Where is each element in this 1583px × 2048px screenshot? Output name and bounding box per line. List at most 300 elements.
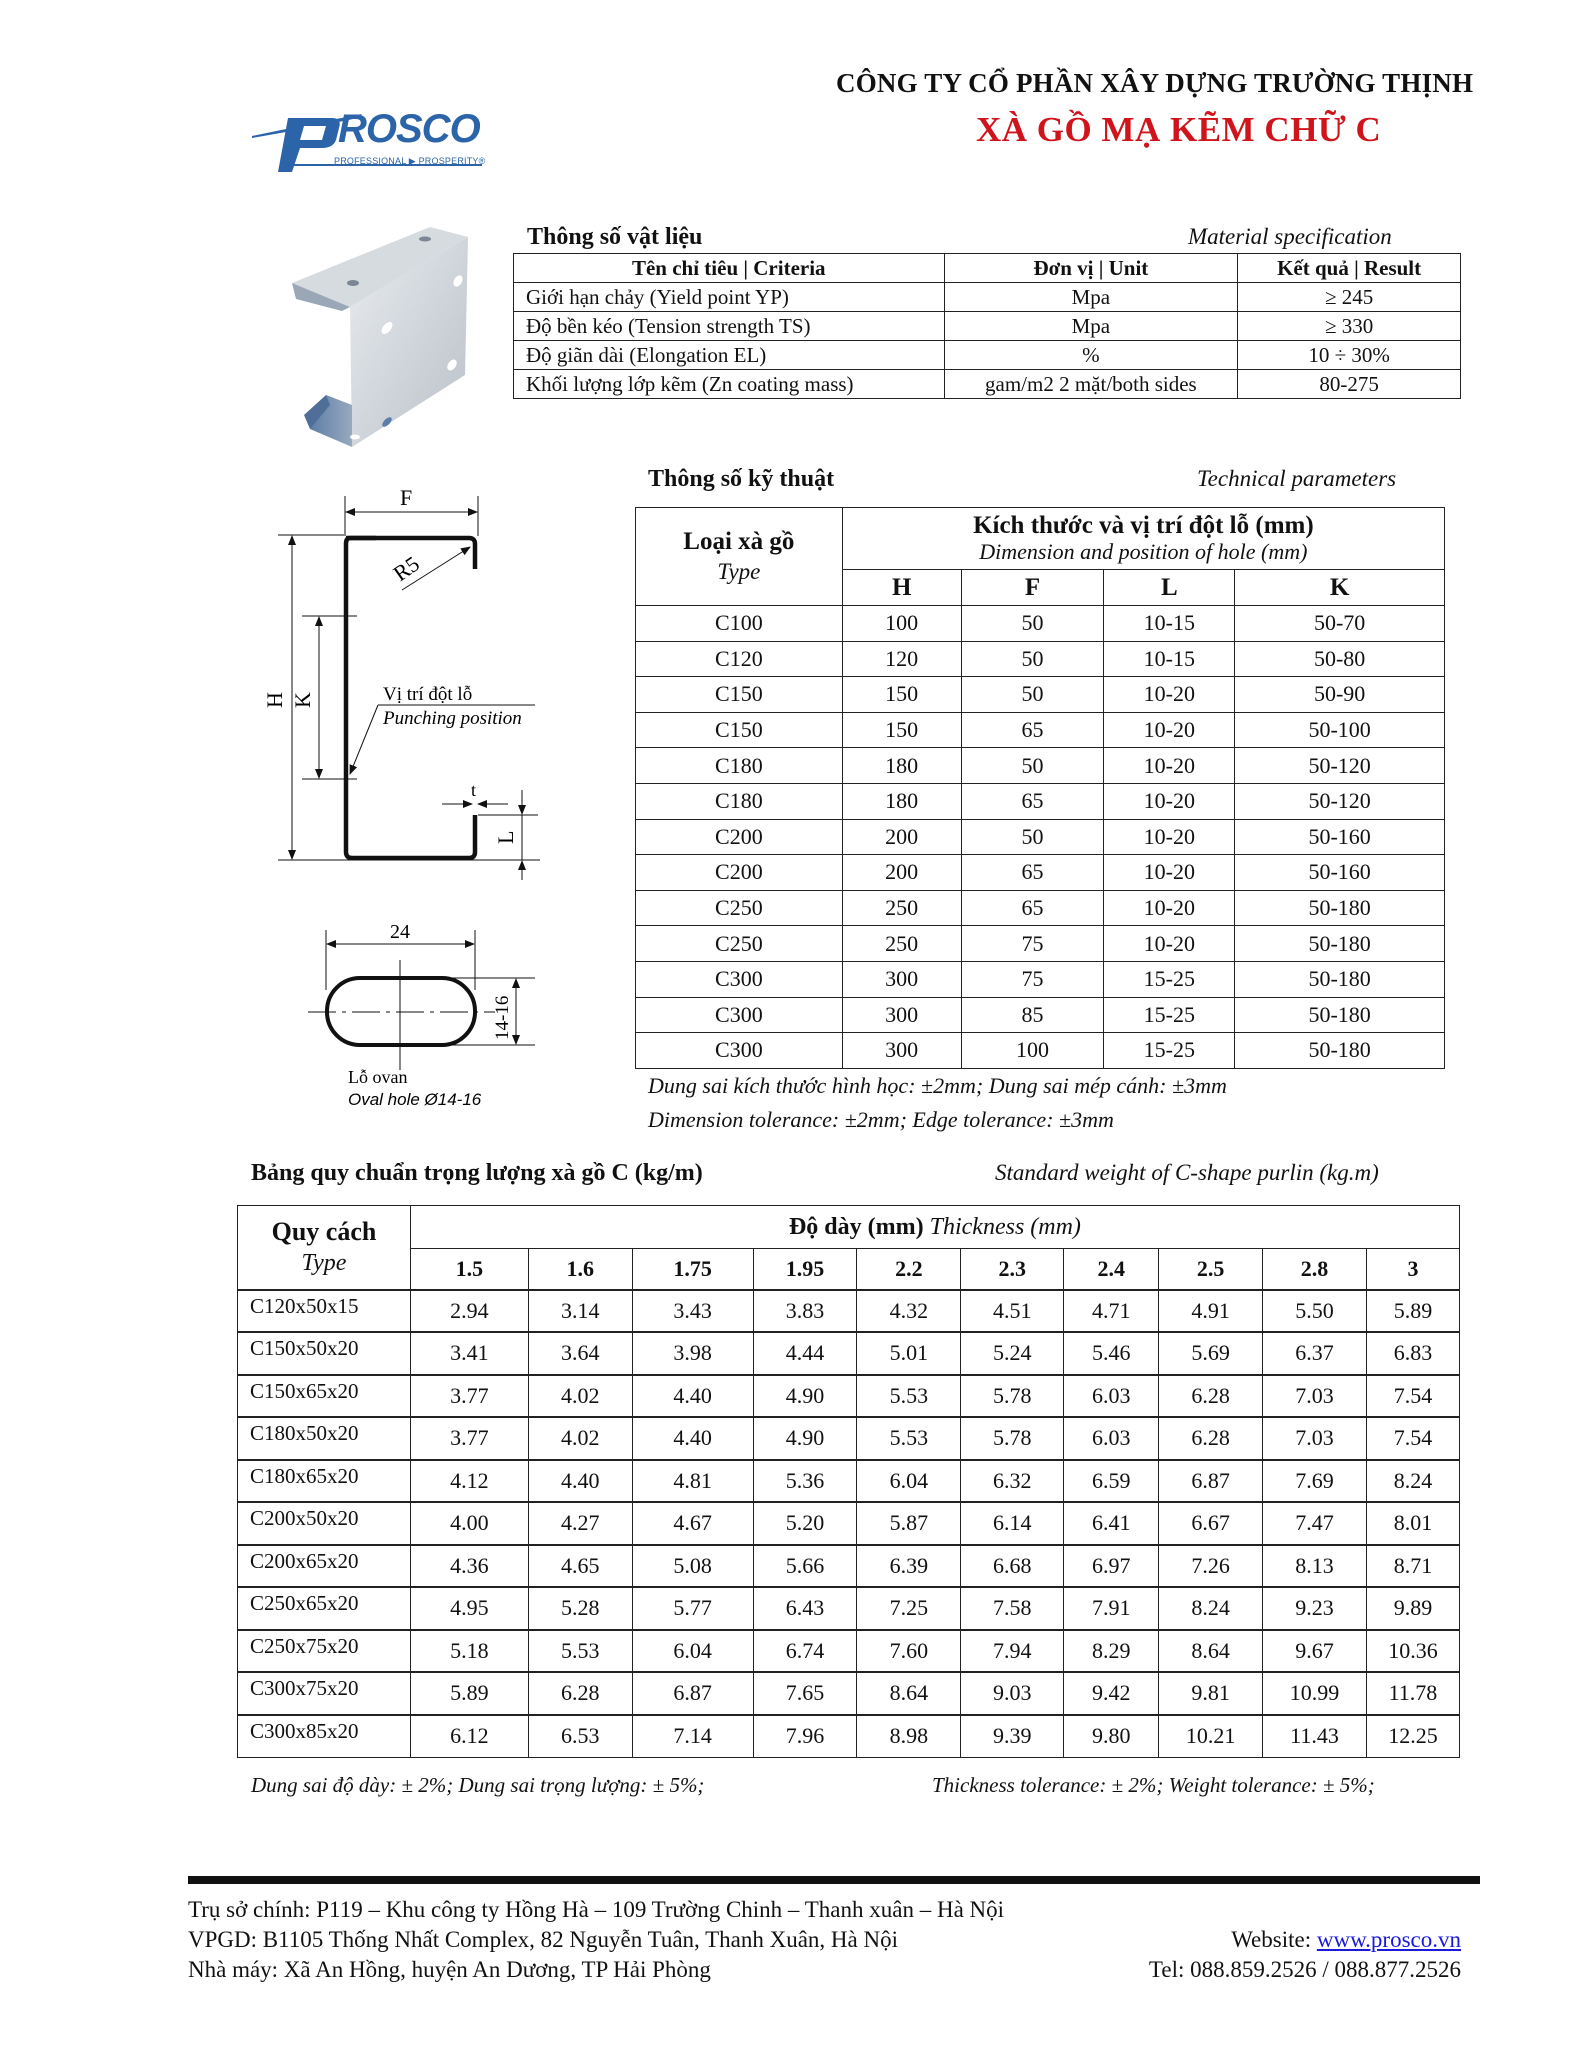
weight-cell: 7.14 <box>632 1715 753 1758</box>
weight-row <box>238 1502 1460 1545</box>
weight-cell: 8.24 <box>1366 1460 1459 1503</box>
weight-row <box>238 1332 1460 1375</box>
spec-cell: C150x65x20 <box>238 1375 411 1418</box>
weight-cell: 10.21 <box>1159 1715 1263 1758</box>
weight-cell: 3.41 <box>410 1332 528 1375</box>
weight-cell: 5.28 <box>528 1587 632 1630</box>
weight-cell: 6.04 <box>857 1460 961 1503</box>
svg-text:K: K <box>290 692 315 708</box>
thickness-col: 2.4 <box>1064 1249 1159 1290</box>
tech-row <box>636 1033 1445 1069</box>
material-row <box>514 312 1461 341</box>
purlin-type-cell: C300 <box>636 997 843 1033</box>
dimension-cell: 50-180 <box>1235 1033 1445 1069</box>
weight-cell: 7.03 <box>1263 1417 1367 1460</box>
dimension-cell: 150 <box>842 712 961 748</box>
dimension-group-header <box>842 508 1444 570</box>
weight-cell: 3.98 <box>632 1332 753 1375</box>
dimension-header-en: Dimension and position of hole (mm) <box>979 538 1308 564</box>
weight-cell: 4.91 <box>1159 1290 1263 1333</box>
weight-cell: 6.74 <box>753 1630 857 1673</box>
dimension-cell: 100 <box>961 1033 1104 1069</box>
thickness-group-header <box>410 1206 1459 1249</box>
prosco-logo <box>250 107 500 180</box>
dimension-cell: 50-100 <box>1235 712 1445 748</box>
col-H: H <box>842 570 961 606</box>
dimension-cell: 180 <box>842 748 961 784</box>
weight-cell: 4.40 <box>528 1460 632 1503</box>
footer-tel: Tel: 088.859.2526 / 088.877.2526 <box>1148 1957 1461 1982</box>
tech-row <box>636 606 1445 642</box>
dimension-cell: 250 <box>842 926 961 962</box>
dimension-cell: 75 <box>961 961 1104 997</box>
purlin-type-cell: C300 <box>636 961 843 997</box>
thickness-header-vi: Độ dày (mm) <box>788 1213 924 1240</box>
weight-cell: 9.67 <box>1263 1630 1367 1673</box>
company-name: CÔNG TY CỔ PHẦN XÂY DỰNG TRƯỜNG THỊNH <box>836 68 1474 98</box>
weight-cell: 5.53 <box>528 1630 632 1673</box>
weight-cell: 6.03 <box>1064 1417 1159 1460</box>
weight-cell: 7.96 <box>753 1715 857 1758</box>
tech-row <box>636 961 1445 997</box>
weight-row <box>238 1715 1460 1758</box>
weight-row <box>238 1587 1460 1630</box>
dimension-cell: 50-180 <box>1235 961 1445 997</box>
spec-cell: C180x65x20 <box>238 1460 411 1503</box>
tech-row <box>636 926 1445 962</box>
dimension-cell: 50 <box>961 819 1104 855</box>
weight-cell: 5.87 <box>857 1502 961 1545</box>
weight-cell: 4.90 <box>753 1375 857 1418</box>
weight-cell: 6.67 <box>1159 1502 1263 1545</box>
svg-text:t: t <box>471 780 477 800</box>
footer-divider <box>188 1876 1480 1884</box>
weight-cell: 9.23 <box>1263 1587 1367 1630</box>
col-result: Kết quả | Result <box>1238 254 1461 283</box>
dimension-cell: 300 <box>842 997 961 1033</box>
type-header-en: Type <box>717 558 761 584</box>
weight-cell: 9.89 <box>1366 1587 1459 1630</box>
tech-row <box>636 819 1445 855</box>
purlin-type-cell: C200 <box>636 855 843 891</box>
svg-text:Lỗ ovan: Lỗ ovan <box>348 1067 408 1087</box>
purlin-type-cell: C300 <box>636 1033 843 1069</box>
weight-tolerance-vi: Dung sai độ dày: ± 2%; Dung sai trọng lượng: ± 5%; <box>251 1773 705 1797</box>
svg-text:Oval hole Ø14-16: Oval hole Ø14-16 <box>348 1090 482 1109</box>
dimension-cell: 10-20 <box>1104 748 1235 784</box>
weight-cell: 6.12 <box>410 1715 528 1758</box>
weight-cell: 7.54 <box>1366 1375 1459 1418</box>
col-K: K <box>1235 570 1445 606</box>
weight-cell: 6.28 <box>1159 1417 1263 1460</box>
weight-cell: 5.77 <box>632 1587 753 1630</box>
weight-cell: 8.64 <box>1159 1630 1263 1673</box>
footer-website <box>1231 1927 1461 1953</box>
dimension-cell: 15-25 <box>1104 1033 1235 1069</box>
dimension-cell: 250 <box>842 890 961 926</box>
weight-cell: 7.91 <box>1064 1587 1159 1630</box>
weight-cell: 4.40 <box>632 1417 753 1460</box>
weight-cell: 4.67 <box>632 1502 753 1545</box>
c-purlin-section-diagram <box>250 470 550 1130</box>
weight-cell: 6.87 <box>1159 1460 1263 1503</box>
weight-cell: 2.94 <box>410 1290 528 1333</box>
thickness-col: 3 <box>1366 1249 1459 1290</box>
dimension-cell: 10-20 <box>1104 855 1235 891</box>
tech-header-row <box>636 508 1445 570</box>
weight-cell: 4.51 <box>961 1290 1064 1333</box>
weight-row <box>238 1460 1460 1503</box>
weight-cell: 8.71 <box>1366 1545 1459 1588</box>
tech-row <box>636 677 1445 713</box>
purlin-type-cell: C120 <box>636 641 843 677</box>
spec-cell: C150x50x20 <box>238 1332 411 1375</box>
weight-cell: 8.64 <box>857 1672 961 1715</box>
svg-text:H: H <box>262 692 287 708</box>
svg-text:F: F <box>400 485 413 510</box>
weight-cell: 9.03 <box>961 1672 1064 1715</box>
weight-cell: 6.41 <box>1064 1502 1159 1545</box>
result-cell: 80-275 <box>1238 370 1461 399</box>
weight-cell: 5.18 <box>410 1630 528 1673</box>
tech-row <box>636 855 1445 891</box>
tech-body <box>636 606 1445 1069</box>
dimension-cell: 120 <box>842 641 961 677</box>
footer-transaction-office: VPGD: B1105 Thống Nhất Complex, 82 Nguyễn Tuân, Thanh Xuân, Hà Nội <box>188 1927 899 1952</box>
weight-cell: 4.71 <box>1064 1290 1159 1333</box>
dimension-cell: 10-15 <box>1104 641 1235 677</box>
weight-cell: 6.37 <box>1263 1332 1367 1375</box>
weight-row <box>238 1375 1460 1418</box>
dimension-cell: 200 <box>842 819 961 855</box>
svg-text:R5: R5 <box>388 550 424 587</box>
weight-cell: 7.47 <box>1263 1502 1367 1545</box>
weight-cell: 5.53 <box>857 1375 961 1418</box>
material-row <box>514 341 1461 370</box>
weight-cell: 7.03 <box>1263 1375 1367 1418</box>
svg-text:Punching position: Punching position <box>383 708 522 729</box>
weight-cell: 3.77 <box>410 1417 528 1460</box>
unit-cell: Mpa <box>944 283 1238 312</box>
weight-cell: 4.65 <box>528 1545 632 1588</box>
spec-cell: C250x75x20 <box>238 1630 411 1673</box>
dimension-cell: 50 <box>961 748 1104 784</box>
weight-cell: 7.94 <box>961 1630 1064 1673</box>
weight-row <box>238 1672 1460 1715</box>
weight-cell: 7.58 <box>961 1587 1064 1630</box>
dimension-cell: 50 <box>961 606 1104 642</box>
weight-cell: 4.02 <box>528 1417 632 1460</box>
dimension-cell: 50-160 <box>1235 819 1445 855</box>
col-L: L <box>1104 570 1235 606</box>
dimension-cell: 10-20 <box>1104 819 1235 855</box>
weight-cell: 5.20 <box>753 1502 857 1545</box>
dimension-header-vi: Kích thước và vị trí đột lỗ (mm) <box>973 511 1314 539</box>
dimension-cell: 150 <box>842 677 961 713</box>
weight-body <box>238 1290 1460 1758</box>
spec-cell: C120x50x15 <box>238 1290 411 1333</box>
weight-row <box>238 1417 1460 1460</box>
col-criteria: Tên chỉ tiêu | Criteria <box>514 254 945 283</box>
dimension-cell: 10-20 <box>1104 890 1235 926</box>
spec-header <box>238 1206 411 1290</box>
weight-cell: 7.69 <box>1263 1460 1367 1503</box>
weight-cell: 6.83 <box>1366 1332 1459 1375</box>
weight-cell: 6.68 <box>961 1545 1064 1588</box>
dimension-cell: 50-80 <box>1235 641 1445 677</box>
dimension-cell: 10-20 <box>1104 677 1235 713</box>
tech-row <box>636 783 1445 819</box>
weight-cell: 8.98 <box>857 1715 961 1758</box>
criteria-cell: Khối lượng lớp kẽm (Zn coating mass) <box>514 370 945 399</box>
website-label: Website: <box>1231 1927 1317 1952</box>
weight-cell: 7.65 <box>753 1672 857 1715</box>
svg-text:Vị trí đột lỗ: Vị trí đột lỗ <box>383 684 473 705</box>
dimension-cell: 50-70 <box>1235 606 1445 642</box>
logo-brand-text: ROSCO <box>338 107 480 151</box>
tech-row <box>636 890 1445 926</box>
weight-cell: 5.78 <box>961 1417 1064 1460</box>
weight-cell: 5.24 <box>961 1332 1064 1375</box>
weight-cell: 6.14 <box>961 1502 1064 1545</box>
weight-cell: 4.95 <box>410 1587 528 1630</box>
weight-cell: 6.39 <box>857 1545 961 1588</box>
tech-row <box>636 748 1445 784</box>
thickness-header-en: Thickness (mm) <box>929 1213 1081 1240</box>
purlin-type-cell: C180 <box>636 783 843 819</box>
technical-subtitle: Technical parameters <box>1197 466 1397 491</box>
weight-cell: 6.53 <box>528 1715 632 1758</box>
weight-table-subtitle: Standard weight of C-shape purlin (kg.m) <box>995 1160 1379 1185</box>
weight-cell: 8.13 <box>1263 1545 1367 1588</box>
dimension-cell: 50-90 <box>1235 677 1445 713</box>
material-spec-table <box>513 253 1461 399</box>
weight-cell: 6.32 <box>961 1460 1064 1503</box>
weight-cell: 8.01 <box>1366 1502 1459 1545</box>
material-spec-subtitle: Material specification <box>1188 224 1392 249</box>
weight-row <box>238 1290 1460 1333</box>
weight-cell: 5.66 <box>753 1545 857 1588</box>
spec-header-en: Type <box>301 1249 347 1276</box>
dimension-cell: 50 <box>961 677 1104 713</box>
weight-table-title: Bảng quy chuẩn trọng lượng xà gồ C (kg/m) <box>251 1160 703 1186</box>
result-cell: 10 ÷ 30% <box>1238 341 1461 370</box>
logo-tagline: PROFESSIONAL ▶ PROSPERITY® <box>334 156 486 166</box>
weight-cell: 7.26 <box>1159 1545 1263 1588</box>
dimension-cell: 65 <box>961 855 1104 891</box>
thickness-col: 1.75 <box>632 1249 753 1290</box>
material-row <box>514 283 1461 312</box>
weight-cell: 3.14 <box>528 1290 632 1333</box>
weight-cell: 6.28 <box>528 1672 632 1715</box>
weight-cell: 7.60 <box>857 1630 961 1673</box>
footer-factory: Nhà máy: Xã An Hồng, huyện An Dương, TP Hải Phòng <box>188 1957 711 1982</box>
weight-cell: 8.29 <box>1064 1630 1159 1673</box>
weight-cell: 4.90 <box>753 1417 857 1460</box>
dimension-cell: 50 <box>961 641 1104 677</box>
weight-cell: 9.80 <box>1064 1715 1159 1758</box>
result-cell: ≥ 245 <box>1238 283 1461 312</box>
dimension-cell: 200 <box>842 855 961 891</box>
svg-text:L: L <box>493 830 518 844</box>
tech-row <box>636 997 1445 1033</box>
weight-cell: 6.97 <box>1064 1545 1159 1588</box>
weight-cell: 3.83 <box>753 1290 857 1333</box>
weight-cell: 4.40 <box>632 1375 753 1418</box>
dimension-cell: 50-120 <box>1235 748 1445 784</box>
weight-cell: 4.44 <box>753 1332 857 1375</box>
purlin-type-cell: C200 <box>636 819 843 855</box>
weight-cell: 11.43 <box>1263 1715 1367 1758</box>
dimension-cell: 15-25 <box>1104 997 1235 1033</box>
purlin-type-cell: C100 <box>636 606 843 642</box>
weight-tolerance-en: Thickness tolerance: ± 2%; Weight tolerance: ± 5%; <box>932 1773 1375 1797</box>
col-unit: Đơn vị | Unit <box>944 254 1238 283</box>
weight-cell: 11.78 <box>1366 1672 1459 1715</box>
weight-cell: 4.32 <box>857 1290 961 1333</box>
purlin-type-cell: C180 <box>636 748 843 784</box>
dimension-cell: 75 <box>961 926 1104 962</box>
weight-cell: 9.39 <box>961 1715 1064 1758</box>
type-header-vi: Loại xà gồ <box>683 527 795 555</box>
weight-cell: 5.46 <box>1064 1332 1159 1375</box>
weight-cell: 5.53 <box>857 1417 961 1460</box>
thickness-col: 2.8 <box>1263 1249 1367 1290</box>
purlin-type-cell: C250 <box>636 890 843 926</box>
spec-cell: C300x75x20 <box>238 1672 411 1715</box>
weight-cell: 4.00 <box>410 1502 528 1545</box>
weight-cell: 5.01 <box>857 1332 961 1375</box>
dimension-cell: 10-15 <box>1104 606 1235 642</box>
weight-cell: 6.43 <box>753 1587 857 1630</box>
weight-cell: 10.99 <box>1263 1672 1367 1715</box>
unit-cell: Mpa <box>944 312 1238 341</box>
dimension-cell: 65 <box>961 783 1104 819</box>
criteria-cell: Độ bền kéo (Tension strength TS) <box>514 312 945 341</box>
weight-cell: 6.28 <box>1159 1375 1263 1418</box>
weight-cell: 3.77 <box>410 1375 528 1418</box>
spec-cell: C250x65x20 <box>238 1587 411 1630</box>
dimension-cell: 50-180 <box>1235 890 1445 926</box>
dimension-cell: 180 <box>842 783 961 819</box>
dimension-tolerance-en: Dimension tolerance: ±2mm; Edge tolerance: ±3mm <box>648 1107 1114 1132</box>
dimension-tolerance-vi: Dung sai kích thước hình học: ±2mm; Dung sai mép cánh: ±3mm <box>648 1073 1227 1098</box>
spec-cell: C180x50x20 <box>238 1417 411 1460</box>
weight-cell: 5.36 <box>753 1460 857 1503</box>
dimension-cell: 65 <box>961 890 1104 926</box>
criteria-cell: Giới hạn chảy (Yield point YP) <box>514 283 945 312</box>
material-spec-title: Thông số vật liệu <box>527 224 703 250</box>
weight-cell: 4.02 <box>528 1375 632 1418</box>
dimension-cell: 50-180 <box>1235 926 1445 962</box>
thickness-col: 1.95 <box>753 1249 857 1290</box>
thickness-col: 2.3 <box>961 1249 1064 1290</box>
thickness-row <box>238 1249 1460 1290</box>
weight-cell: 3.64 <box>528 1332 632 1375</box>
purlin-type-cell: C250 <box>636 926 843 962</box>
technical-parameters-table <box>635 507 1445 1069</box>
dimension-cell: 50-160 <box>1235 855 1445 891</box>
weight-cell: 4.81 <box>632 1460 753 1503</box>
result-cell: ≥ 330 <box>1238 312 1461 341</box>
weight-cell: 5.78 <box>961 1375 1064 1418</box>
weight-cell: 5.69 <box>1159 1332 1263 1375</box>
product-title: XÀ GỒ MẠ KẼM CHỮ C <box>976 110 1382 149</box>
dimension-cell: 10-20 <box>1104 926 1235 962</box>
technical-title: Thông số kỹ thuật <box>648 466 835 492</box>
dimension-cell: 10-20 <box>1104 712 1235 748</box>
weight-cell: 4.12 <box>410 1460 528 1503</box>
purlin-type-cell: C150 <box>636 712 843 748</box>
dimension-cell: 85 <box>961 997 1104 1033</box>
col-F: F <box>961 570 1104 606</box>
weight-cell: 8.24 <box>1159 1587 1263 1630</box>
weight-cell: 4.27 <box>528 1502 632 1545</box>
weight-cell: 12.25 <box>1366 1715 1459 1758</box>
website-link[interactable]: www.prosco.vn <box>1316 1927 1461 1952</box>
weight-cell: 5.50 <box>1263 1290 1367 1333</box>
weight-cell: 6.03 <box>1064 1375 1159 1418</box>
unit-cell: gam/m2 2 mặt/both sides <box>944 370 1238 399</box>
spec-header-vi: Quy cách <box>271 1216 377 1246</box>
svg-text:24: 24 <box>390 921 410 943</box>
material-row <box>514 370 1461 399</box>
dimension-cell: 50-180 <box>1235 997 1445 1033</box>
weight-cell: 5.89 <box>1366 1290 1459 1333</box>
weight-cell: 6.87 <box>632 1672 753 1715</box>
weight-row <box>238 1545 1460 1588</box>
svg-text:14-16: 14-16 <box>492 995 513 1040</box>
dimension-cell: 300 <box>842 1033 961 1069</box>
weight-cell: 7.25 <box>857 1587 961 1630</box>
spec-cell: C200x65x20 <box>238 1545 411 1588</box>
purlin-type-cell: C150 <box>636 677 843 713</box>
thickness-col: 1.5 <box>410 1249 528 1290</box>
standard-weight-table <box>237 1205 1460 1758</box>
dimension-cell: 15-25 <box>1104 961 1235 997</box>
material-header-row <box>514 254 1461 283</box>
weight-cell: 3.43 <box>632 1290 753 1333</box>
weight-cell: 5.08 <box>632 1545 753 1588</box>
thickness-col: 1.6 <box>528 1249 632 1290</box>
dimension-cell: 300 <box>842 961 961 997</box>
weight-cell: 10.36 <box>1366 1630 1459 1673</box>
criteria-cell: Độ giãn dài (Elongation EL) <box>514 341 945 370</box>
weight-cell: 7.54 <box>1366 1417 1459 1460</box>
spec-cell: C300x85x20 <box>238 1715 411 1758</box>
weight-cell: 9.42 <box>1064 1672 1159 1715</box>
dimension-cell: 10-20 <box>1104 783 1235 819</box>
weight-cell: 5.89 <box>410 1672 528 1715</box>
thickness-col: 2.2 <box>857 1249 961 1290</box>
tech-row <box>636 641 1445 677</box>
unit-cell: % <box>944 341 1238 370</box>
weight-header-row <box>238 1206 1460 1249</box>
dimension-cell: 100 <box>842 606 961 642</box>
purlin-product-image <box>280 215 480 455</box>
weight-cell: 6.04 <box>632 1630 753 1673</box>
spec-cell: C200x50x20 <box>238 1502 411 1545</box>
footer-head-office: Trụ sở chính: P119 – Khu công ty Hồng Hà – 109 Trường Chinh – Thanh xuân – Hà Nội <box>188 1897 1005 1922</box>
dimension-cell: 65 <box>961 712 1104 748</box>
tech-row <box>636 712 1445 748</box>
weight-row <box>238 1630 1460 1673</box>
thickness-col: 2.5 <box>1159 1249 1263 1290</box>
weight-cell: 4.36 <box>410 1545 528 1588</box>
dimension-cell: 50-120 <box>1235 783 1445 819</box>
weight-cell: 9.81 <box>1159 1672 1263 1715</box>
weight-cell: 6.59 <box>1064 1460 1159 1503</box>
